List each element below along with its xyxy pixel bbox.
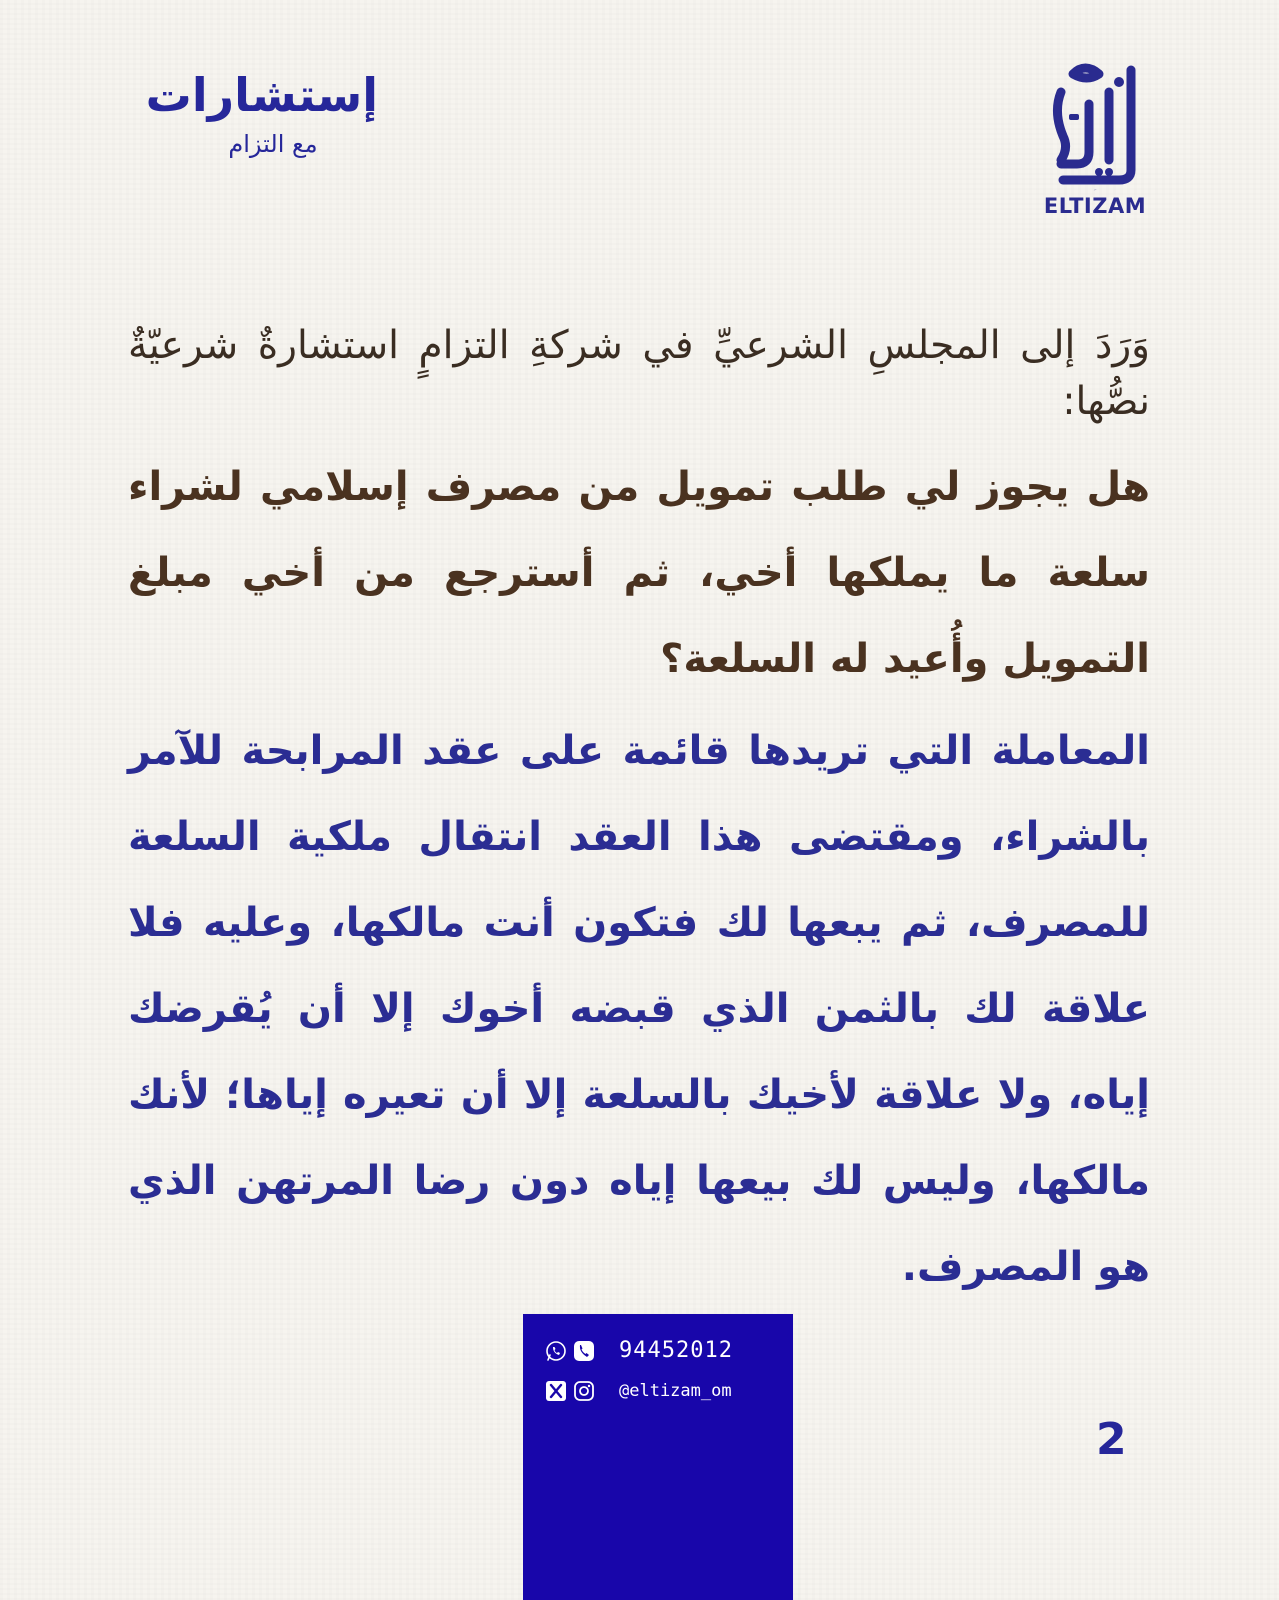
contact-box (523, 1314, 793, 1600)
consultation-content (128, 318, 1150, 1310)
x-icon[interactable] (545, 1380, 567, 1402)
series-logo (145, 68, 378, 158)
answer-text: المعاملة التي تريدها قائمة على عقد المرابحة للآمر بالشراء، ومقتضى هذا العقد انتقال ملكية السلعة للمصرف، ثم يبعها لك فتكون أنت مالكها، وعليه فلا علاقة لك بالثمن الذي قبضه أخوك إلا أن يُقرضك إياه، ولا علاقة لأخيك بالسلعة إلا أن تعيره إياها؛ لأنك مالكها، وليس لك بيعها إياه دون رضا المرتهن الذي هو المصرف. (128, 728, 1150, 1290)
intro-text: وَرَدَ إلى المجلسِ الشرعيِّ في شركةِ التزامٍ استشارةٌ شرعيّةٌ نصُّها: (128, 323, 1150, 424)
phone-row (545, 1338, 733, 1363)
svg-text:التزام: التزام (1093, 190, 1097, 191)
whatsapp-icon[interactable] (545, 1340, 567, 1362)
social-row (545, 1380, 732, 1402)
eltizam-logo-mark (1043, 52, 1147, 192)
brand-caption: ELTIZAM (1043, 194, 1147, 218)
phone-icon[interactable] (573, 1340, 595, 1362)
page-number: 2 (1096, 1414, 1127, 1465)
instagram-icon[interactable] (573, 1380, 595, 1402)
eltizam-logo (1039, 52, 1151, 218)
phone-number: 94452012 (619, 1338, 733, 1363)
series-title: إستشارات (145, 68, 378, 122)
social-handle: @eltizam_om (619, 1381, 732, 1401)
question-text: هل يجوز لي طلب تمويل من مصرف إسلامي لشراء سلعة ما يملكها أخي، ثم أسترجع من أخي مبلغ التمويل وأُعيد له السلعة؟ (128, 464, 1150, 682)
series-subtitle: مع التزام (228, 130, 318, 158)
